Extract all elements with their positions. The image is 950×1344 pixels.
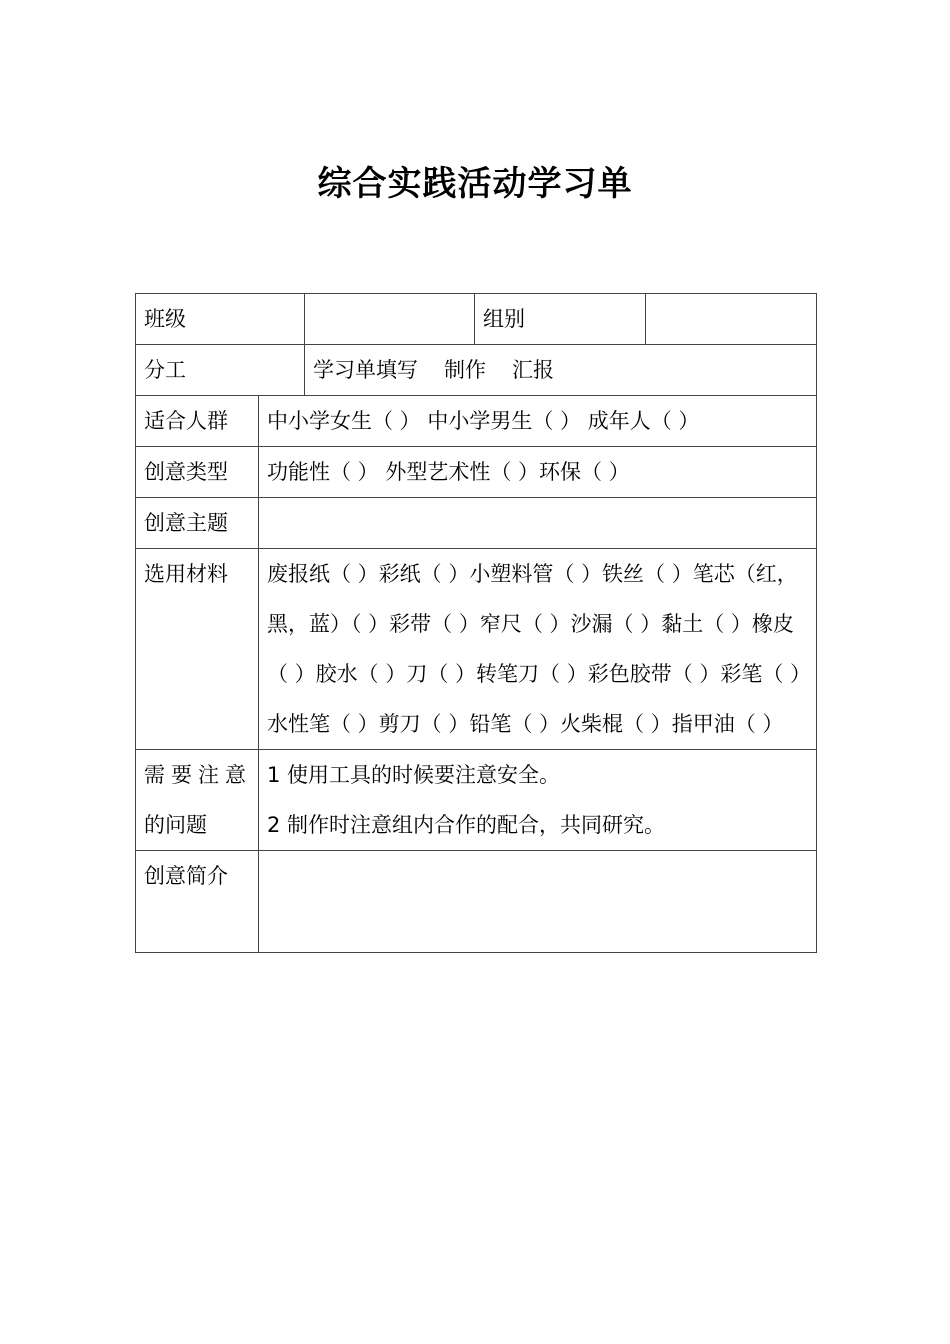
row-creative-type [136,447,817,498]
division-label: 分工 [136,345,305,396]
theme-label: 创意主题 [136,498,259,549]
audience-label: 适合人群 [136,396,259,447]
notes-value [259,750,817,851]
theme-value-cell[interactable] [259,498,817,549]
materials-line: 废报纸（ ）彩纸（ ）小塑料管（ ）铁丝（ ）笔芯（红， [267,562,798,586]
division-item-make: 制作 [444,358,486,382]
group-value-cell[interactable] [646,294,817,345]
materials-line: 水性笔（ ）剪刀（ ）铅笔（ ）火柴棍（ ）指甲油（ ） [267,712,784,736]
type-label: 创意类型 [136,447,259,498]
row-class-group [136,294,817,345]
materials-line: 黑，蓝）（ ）彩带（ ）窄尺（ ）沙漏（ ）黏土（ ）橡皮 [267,612,794,636]
notes-label-line2: 的问题 [144,813,207,837]
materials-label: 选用材料 [136,549,259,750]
row-audience [136,396,817,447]
notes-line: 2 制作时注意组内合作的配合，共同研究。 [267,813,666,837]
division-item-report: 汇报 [512,358,554,382]
division-value [305,345,817,396]
row-intro [136,851,817,953]
materials-line: （ ）胶水（ ）刀（ ）转笔刀（ ）彩色胶带（ ）彩笔（ ） [267,662,812,686]
notes-label-line1: 需要注意 [144,763,252,787]
activity-form-table [135,293,817,953]
intro-value-cell[interactable] [259,851,817,953]
row-division [136,345,817,396]
row-materials [136,549,817,750]
type-value[interactable]: 功能性（ ） 外型艺术性（ ）环保（ ） [259,447,817,498]
document-title: 综合实践活动学习单 [317,164,633,204]
materials-value[interactable] [259,549,817,750]
notes-label [136,750,259,851]
class-label: 班级 [136,294,305,345]
row-theme [136,498,817,549]
notes-line: 1 使用工具的时候要注意安全。 [267,763,561,787]
class-value-cell[interactable] [305,294,475,345]
intro-label: 创意简介 [136,851,259,953]
group-label: 组别 [475,294,646,345]
row-notes [136,750,817,851]
division-item-fill-sheet: 学习单填写 [313,358,418,382]
audience-value[interactable]: 中小学女生（ ） 中小学男生（ ） 成年人（ ） [259,396,817,447]
